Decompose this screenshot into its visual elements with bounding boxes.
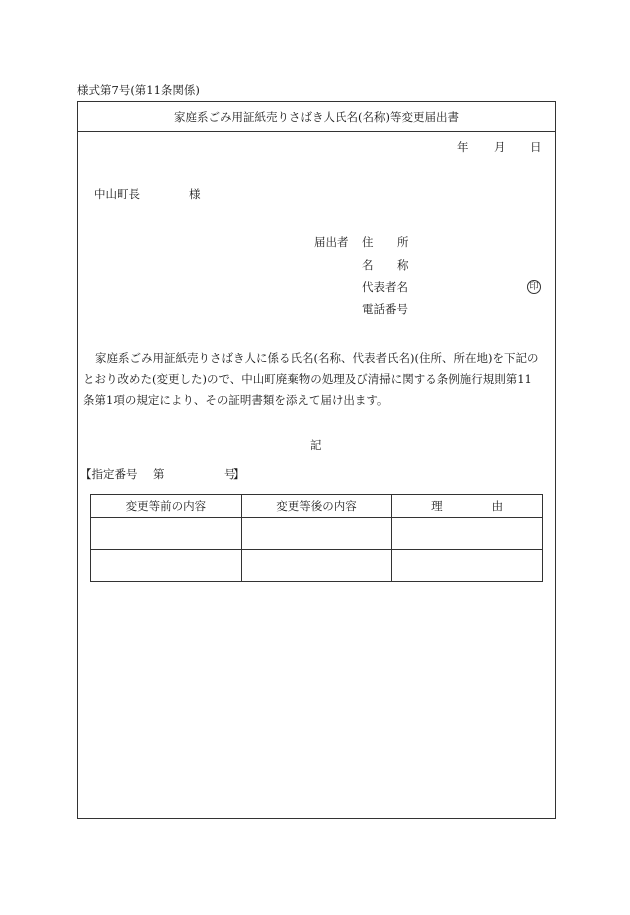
form-number-label: 様式第7号(第11条関係) bbox=[77, 83, 200, 97]
date-year-label: 年 bbox=[457, 140, 469, 154]
phone-label: 電話番号 bbox=[362, 302, 408, 316]
designation-number-label: 【指定番号 bbox=[80, 467, 138, 481]
table-cell-reason[interactable] bbox=[392, 518, 543, 550]
body-paragraph bbox=[83, 348, 553, 411]
form-title-row bbox=[78, 102, 555, 132]
address-label-second: 所 bbox=[397, 235, 409, 249]
body-line: 家庭系ごみ用証紙売りさばき人に係る氏名(名称、代表者氏名)(住所、所在地)を下記の bbox=[95, 351, 539, 365]
column-header-before: 変更等前の内容 bbox=[91, 495, 242, 518]
addressee-honorific: 様 bbox=[189, 187, 201, 201]
addressee-name: 中山町長 bbox=[94, 187, 140, 201]
form-frame bbox=[77, 101, 556, 819]
name-label-first: 名 bbox=[362, 258, 374, 272]
seal-icon bbox=[527, 280, 541, 294]
table-cell-reason[interactable] bbox=[392, 550, 543, 582]
table-cell-after[interactable] bbox=[241, 518, 392, 550]
seal-text: 印 bbox=[529, 281, 539, 292]
designation-suffix: 号 bbox=[224, 467, 236, 481]
reason-header-wrap bbox=[431, 498, 503, 514]
form-title: 家庭系ごみ用証紙売りさばき人氏名(名称)等変更届出書 bbox=[174, 109, 459, 124]
body-line: とおり改めた(変更した)ので、中山町廃棄物の処理及び清掃に関する条例施行規則第11 bbox=[83, 372, 532, 386]
notifier-label: 届出者 bbox=[314, 235, 349, 249]
change-table bbox=[90, 494, 543, 582]
date-day-label: 日 bbox=[530, 140, 542, 154]
column-header-after: 変更等後の内容 bbox=[241, 495, 392, 518]
reason-header-second: 由 bbox=[491, 499, 504, 513]
reason-header-first: 理 bbox=[431, 499, 443, 513]
body-line: 条第1項の規定により、その証明書類を添えて届け出ます。 bbox=[83, 393, 389, 407]
name-label-second: 称 bbox=[397, 258, 409, 272]
table-cell-before[interactable] bbox=[91, 550, 242, 582]
representative-label: 代表者名 bbox=[362, 280, 408, 294]
ki-heading: 記 bbox=[310, 438, 322, 452]
table-header-row bbox=[91, 495, 543, 518]
table-cell-after[interactable] bbox=[241, 550, 392, 582]
table-row bbox=[91, 550, 543, 582]
table-row bbox=[91, 518, 543, 550]
designation-close-bracket: 】 bbox=[233, 467, 245, 481]
designation-prefix: 第 bbox=[153, 467, 165, 481]
table-cell-before[interactable] bbox=[91, 518, 242, 550]
date-month-label: 月 bbox=[494, 140, 506, 154]
column-header-reason bbox=[392, 495, 543, 518]
address-label-first: 住 bbox=[362, 235, 374, 249]
